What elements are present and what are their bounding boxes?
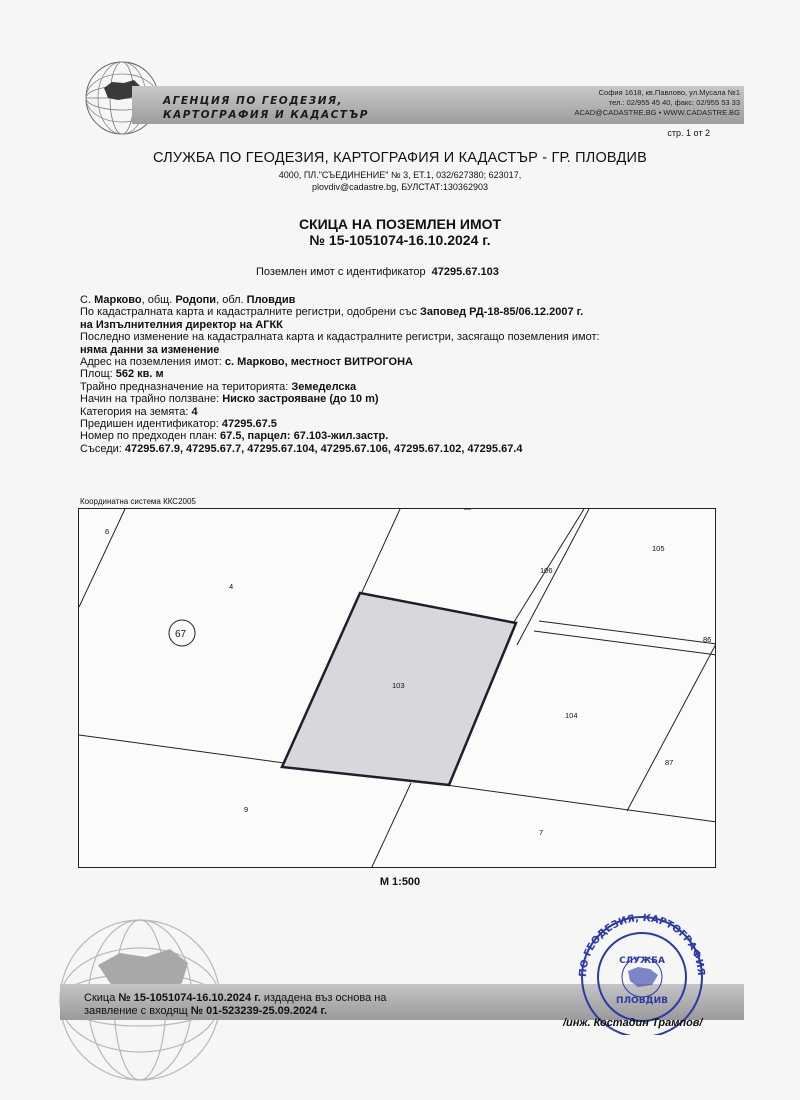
map-label-9: 9 (244, 805, 249, 814)
footer-sketch-number: № 15-1051074-16.10.2024 г. (118, 992, 261, 1004)
map-label-86: 86 (703, 635, 712, 644)
last-change-row (80, 331, 740, 343)
agency-contact (490, 88, 740, 118)
boundary-line (539, 621, 716, 644)
footer-line1 (84, 992, 484, 1005)
boundary-line (371, 783, 411, 868)
purpose-label: Трайно предназначение на територията: (80, 380, 289, 393)
cadastral-map (78, 508, 716, 868)
identifier-value: 47295.67.103 (431, 266, 499, 278)
purpose-row (80, 381, 740, 393)
map-approval-label: По кадастралната карта и кадастралните регистри, одобрени със (80, 306, 417, 319)
map-label-103: 103 (392, 681, 405, 690)
municipality-value: Родопи (175, 294, 217, 306)
usage-label: Начин на трайно ползване: (80, 393, 220, 406)
stamp-city-text: ПЛОВДИВ (616, 996, 668, 1006)
location-row (80, 294, 740, 306)
footer-line2-prefix: заявление с входящ (84, 1005, 188, 1017)
map-label-105: 105 (652, 544, 665, 553)
address-value: с. Марково, местност ВИТРОГОНА (224, 356, 413, 369)
village-value: Марково (94, 294, 142, 306)
last-change-value: няма данни за изменение (80, 343, 220, 356)
boundary-line (517, 509, 589, 645)
neighbors-label: Съседи: (80, 442, 122, 455)
location-mid2: , обл. (216, 294, 244, 306)
prev-id-value: 47295.67.5 (221, 418, 277, 431)
usage-value: Ниско застрояване (до 10 m) (222, 393, 379, 406)
agency-name-line1: АГЕНЦИЯ ПО ГЕОДЕЗИЯ, (163, 95, 344, 107)
office-address (160, 170, 640, 193)
property-details (80, 294, 740, 455)
office-title: СЛУЖБА ПО ГЕОДЕЗИЯ, КАРТОГРАФИЯ И КАДАСТЪР - ГР. ПЛОВДИВ (152, 150, 648, 166)
boundary-line (79, 509, 125, 607)
prev-id-label: Предишен идентификатор: (80, 418, 219, 431)
footer-line1-suffix: издадена въз основа на (263, 992, 387, 1004)
map-scale: М 1:500 (379, 876, 421, 888)
map-approval-order: Заповед РД-18-85/06.12.2007 г. (420, 306, 584, 319)
location-prefix: С. (80, 294, 91, 306)
footer-line1-prefix: Скица (84, 992, 116, 1004)
map-label-6: 6 (105, 527, 110, 536)
signature-name: /инж. Костадин Трампов/ (563, 1017, 703, 1029)
agency-name-line2: КАРТОГРАФИЯ И КАДАСТЪР (163, 109, 370, 121)
area-value: 562 кв. м (115, 368, 164, 381)
footer-issue-note (84, 992, 484, 1018)
page-number: стр. 1 от 2 (667, 128, 710, 138)
agency-phone: тел.: 02/955 45 40, факс: 02/955 53 33 (608, 98, 740, 107)
identifier-label: Поземлен имот с идентификатор (256, 266, 426, 278)
identifier-line (256, 266, 499, 278)
area-row (80, 368, 740, 380)
usage-row (80, 393, 740, 405)
category-value: 4 (191, 405, 198, 418)
block-number: 67 (175, 629, 187, 640)
map-approval-cont-row (80, 319, 740, 331)
footer-line2 (84, 1005, 484, 1018)
document-title-line1: СКИЦА НА ПОЗЕМЛЕН ИМОТ (298, 216, 502, 232)
stamp-ring-text: ПО ГЕОДЕЗИЯ, КАРТОГРАФИЯ (577, 912, 707, 978)
neighbors-value: 47295.67.9, 47295.67.7, 47295.67.104, 47295.67.106, 47295.67.102, 47295.67.4 (124, 442, 523, 455)
last-change-label: Последно изменение на кадастралната карта и кадастралните регистри, засягащо поземления имот: (80, 331, 600, 344)
coordinate-system-label: Координатна система ККС2005 (80, 497, 196, 506)
map-label-106: 106 (540, 566, 553, 575)
svg-text:ПО ГЕОДЕЗИЯ, КАРТОГРАФИЯ (578, 913, 706, 977)
stamp-center-text: СЛУЖБА (619, 956, 665, 966)
office-address-line2: plovdiv@cadastre.bg, БУЛСТАТ:130362903 (312, 181, 488, 192)
prev-plan-value: 67.5, парцел: 67.103-жил.застр. (220, 430, 389, 443)
prev-plan-row (80, 430, 740, 442)
boundary-line (627, 642, 716, 811)
location-mid1: , общ. (141, 294, 173, 306)
neighbors-row (80, 443, 740, 455)
address-row (80, 356, 740, 368)
map-approval-authority: на Изпълнителния директор на АГКК (80, 318, 283, 331)
category-label: Категория на земята: (80, 405, 189, 418)
document-number: № 15-1051074-16.10.2024 г. (309, 232, 491, 248)
prev-id-row (80, 418, 740, 430)
cadastral-map-svg (79, 509, 716, 868)
document-title (160, 216, 640, 248)
purpose-value: Земеделска (291, 380, 357, 393)
agency-name (163, 94, 393, 122)
prev-plan-label: Номер по предходен план: (80, 430, 217, 443)
last-change-value-row (80, 344, 740, 356)
map-label-87: 87 (665, 758, 674, 767)
map-label-4: 4 (229, 582, 234, 591)
region-value: Пловдив (246, 294, 296, 306)
category-row (80, 406, 740, 418)
map-label-7: 7 (539, 828, 544, 837)
boundary-line (534, 631, 716, 655)
footer-application-number: № 01-523239-25.09.2024 г. (190, 1005, 328, 1017)
address-label: Адрес на поземления имот: (80, 356, 222, 369)
agency-address: София 1618, кв.Павлово, ул.Мусала №1 (598, 88, 740, 97)
area-label: Площ: (80, 368, 113, 381)
official-stamp-icon (566, 905, 716, 1035)
map-label-104: 104 (565, 711, 578, 720)
map-approval-row (80, 306, 740, 318)
office-address-line1: 4000, ПЛ."СЪЕДИНЕНИЕ" № 3, ЕТ.1, 032/627380; 623017, (278, 170, 522, 180)
agency-email-web: ACAD@CADASTRE.BG • WWW.CADASTRE.BG (574, 108, 740, 117)
